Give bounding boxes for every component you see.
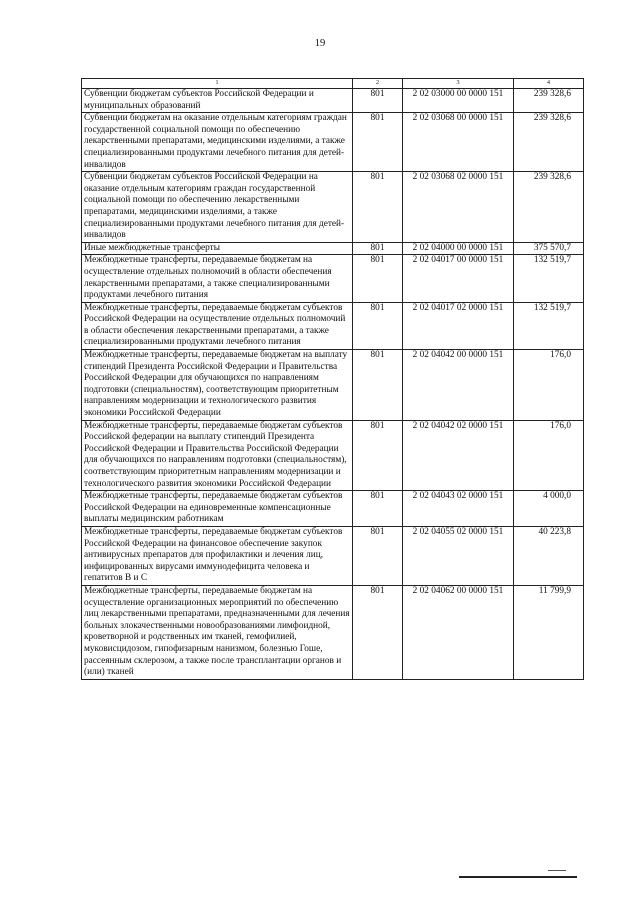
row-admin-code-cell: 801 <box>353 255 403 302</box>
row-budget-code-cell: 2 02 04017 00 0000 151 <box>403 255 514 302</box>
row-name-cell: Субвенции бюджетам субъектов Российской Федерации на оказание отдельным категориям граждан государственной социальной помощи по обеспечению лекарственными препаратами, медицинскими изделиями, а также специализированными продуктами лечебного питания для детей-инвалидов <box>82 172 353 243</box>
row-admin-code-cell: 801 <box>353 172 403 243</box>
row-sum-cell: 132 519,7 <box>514 302 584 349</box>
row-name-cell: Субвенции бюджетам на оказание отдельным категориям граждан государственной социальной помощи по обеспечению лекарственными препаратами, медицинскими изделиями, а также специализированными продуктами лечебного питания для детей-инвалидов <box>82 113 353 172</box>
row-name-cell: Межбюджетные трансферты, передаваемые бюджетам субъектов Российской Федерации на осуществление отдельных полномочий в области обеспечения лекарственными препаратами, а также специализированными продуктами лечебного питания <box>82 302 353 349</box>
table-row <box>82 350 584 421</box>
row-budget-code-cell: 2 02 03068 02 0000 151 <box>403 172 514 243</box>
row-name-cell: Межбюджетные трансферты, передаваемые бюджетам субъектов Российской Федерации на финансовое обеспечение закупок антивирусных препаратов для профилактики и лечения лиц, инфицированных вирусами иммунодефицита человека и гепатитов В и С <box>82 526 353 585</box>
row-budget-code-cell: 2 02 04043 02 0000 151 <box>403 491 514 527</box>
table-row <box>82 420 584 491</box>
row-name-cell: Межбюджетные трансферты, передаваемые бюджетам на выплату стипендий Президента Российской Федерации и Правительства Российской Федерации для обучающихся по направлениям подготовки (специальностям), соответствующим приоритетным направлениям модернизации и технологического развития экономики Российской Федерации <box>82 350 353 421</box>
column-header-number: 2 <box>353 79 403 89</box>
page-number: 19 <box>314 38 326 49</box>
row-admin-code-cell: 801 <box>353 302 403 349</box>
row-sum-cell: 239 328,6 <box>514 113 584 172</box>
row-name-cell: Межбюджетные трансферты, передаваемые бюджетам на осуществление отдельных полномочий в области обеспечения лекарственными препаратами, а также специализированными продуктами лечебного питания <box>82 255 353 302</box>
table-row <box>82 89 584 113</box>
budget-table <box>81 78 584 680</box>
table-header-row <box>82 79 584 89</box>
row-name-cell: Межбюджетные трансферты, передаваемые бюджетам субъектов Российской Федерации на единовременные компенсационные выплаты медицинским работникам <box>82 491 353 527</box>
table-row <box>82 172 584 243</box>
row-sum-cell: 176,0 <box>514 420 584 491</box>
row-sum-cell: 239 328,6 <box>514 89 584 113</box>
row-budget-code-cell: 2 02 04062 00 0000 151 <box>403 585 514 679</box>
row-budget-code-cell: 2 02 04055 02 0000 151 <box>403 526 514 585</box>
row-budget-code-cell: 2 02 04042 02 0000 151 <box>403 420 514 491</box>
row-name-cell: Субвенции бюджетам субъектов Российской Федерации и муниципальных образований <box>82 89 353 113</box>
table-row <box>82 255 584 302</box>
row-admin-code-cell: 801 <box>353 242 403 255</box>
row-admin-code-cell: 801 <box>353 491 403 527</box>
row-admin-code-cell: 801 <box>353 420 403 491</box>
column-header-number: 4 <box>514 79 584 89</box>
table-body <box>82 79 584 680</box>
signature-mark <box>548 870 566 871</box>
column-header-number: 3 <box>403 79 514 89</box>
row-name-cell: Межбюджетные трансферты, передаваемые бюджетам субъектов Российской федерации на выплату стипендий Президента Российской Федерации и Правительства Российской Федерации для обучающихся по направлениям подготовки (специальностям), соответствующим приоритетным направлениям модернизации и технологического развития экономики Российской Федерации <box>82 420 353 491</box>
row-admin-code-cell: 801 <box>353 89 403 113</box>
row-admin-code-cell: 801 <box>353 350 403 421</box>
column-header-number: 1 <box>82 79 353 89</box>
row-name-cell: Межбюджетные трансферты, передаваемые бюджетам на осуществление организационных мероприятий по обеспечению лиц лекарственными препаратами, предназначенными для лечения больных злокачественными новообразованиями лимфоидной, кроветворной и родственных им тканей, гемофилией, муковисцидозом, гипофизарным нанизмом, болезнью Гоше, рассеянным склерозом, а также после трансплантации органов и (или) тканей <box>82 585 353 679</box>
signature-line <box>459 876 577 878</box>
row-sum-cell: 11 799,9 <box>514 585 584 679</box>
row-budget-code-cell: 2 02 03068 00 0000 151 <box>403 113 514 172</box>
table-row <box>82 491 584 527</box>
row-name-cell: Иные межбюджетные трансферты <box>82 242 353 255</box>
row-budget-code-cell: 2 02 03000 00 0000 151 <box>403 89 514 113</box>
row-budget-code-cell: 2 02 04042 00 0000 151 <box>403 350 514 421</box>
row-budget-code-cell: 2 02 04017 02 0000 151 <box>403 302 514 349</box>
row-admin-code-cell: 801 <box>353 585 403 679</box>
row-sum-cell: 132 519,7 <box>514 255 584 302</box>
table-row <box>82 302 584 349</box>
row-admin-code-cell: 801 <box>353 526 403 585</box>
table-row <box>82 585 584 679</box>
row-sum-cell: 176,0 <box>514 350 584 421</box>
row-budget-code-cell: 2 02 04000 00 0000 151 <box>403 242 514 255</box>
row-sum-cell: 40 223,8 <box>514 526 584 585</box>
row-sum-cell: 375 570,7 <box>514 242 584 255</box>
row-sum-cell: 4 000,0 <box>514 491 584 527</box>
table-row <box>82 526 584 585</box>
table-row <box>82 242 584 255</box>
table-row <box>82 113 584 172</box>
row-sum-cell: 239 328,6 <box>514 172 584 243</box>
row-admin-code-cell: 801 <box>353 113 403 172</box>
